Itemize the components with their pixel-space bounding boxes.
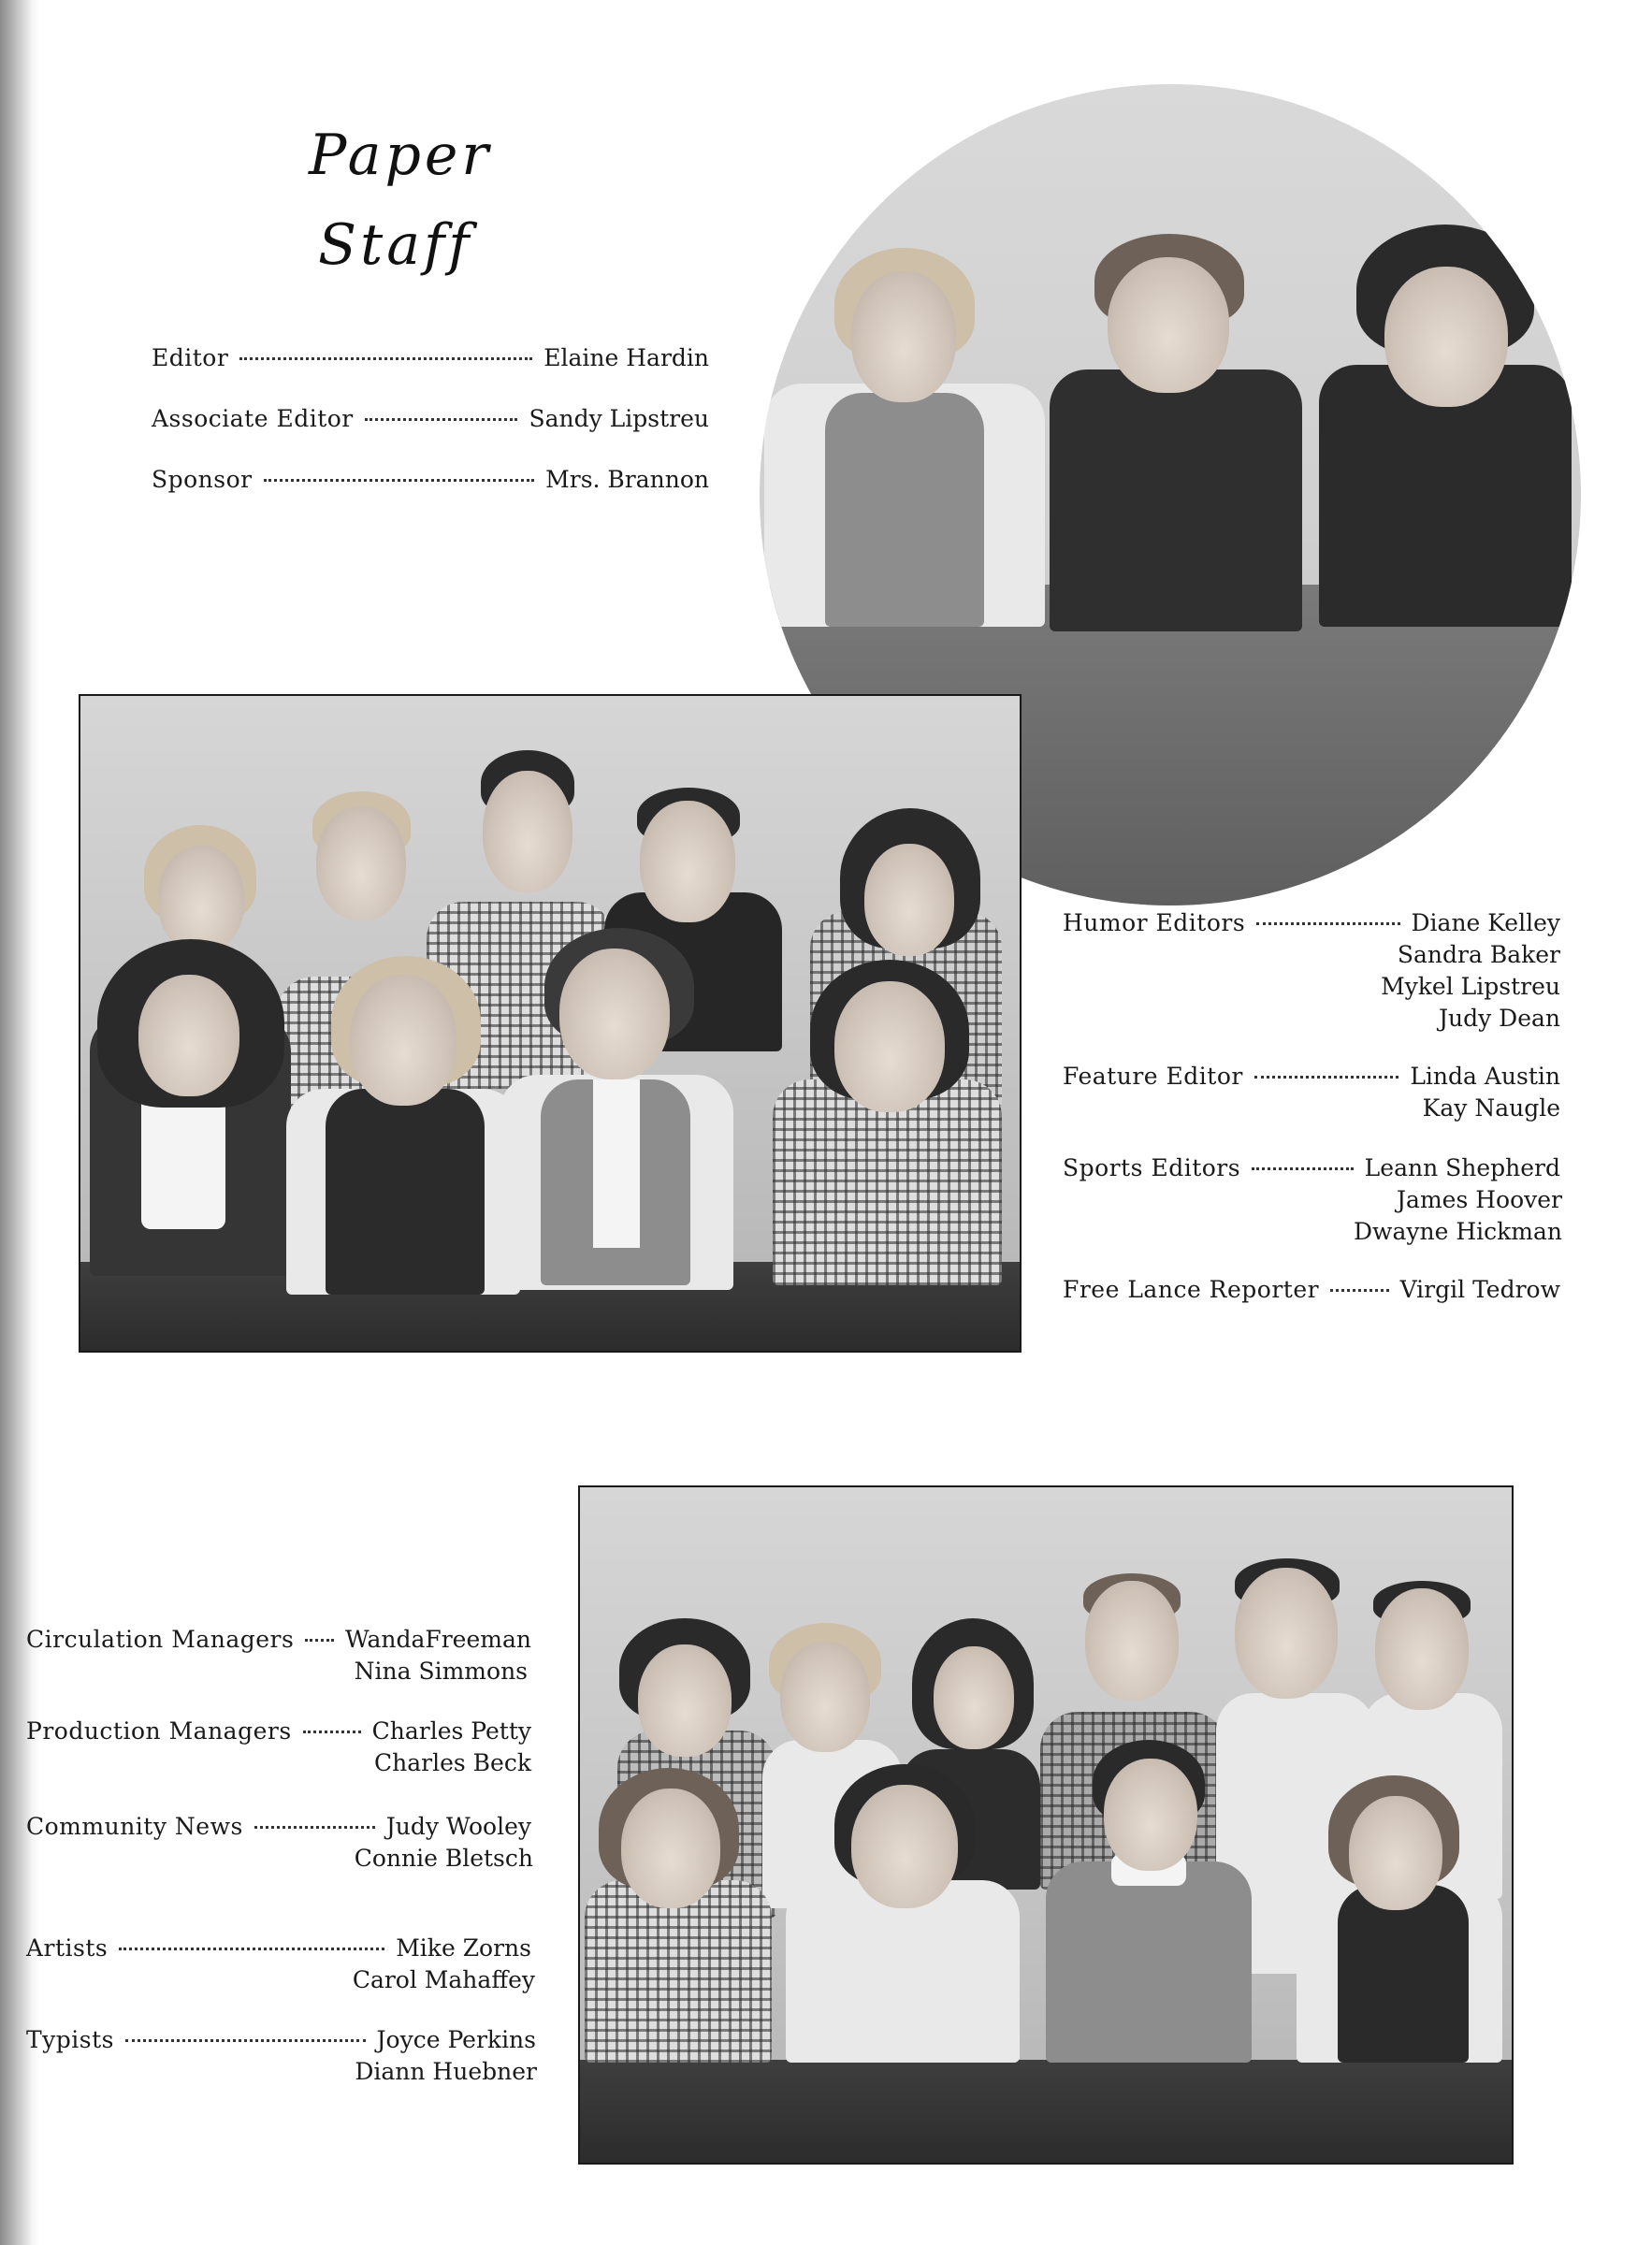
staff-role: Sports Editors xyxy=(1063,1154,1241,1181)
staff-entry-sports-editors xyxy=(1063,1154,1560,1181)
staff-entry-free-lance-reporter xyxy=(1063,1276,1560,1303)
staff-name: WandaFreeman xyxy=(344,1626,531,1653)
staff-additional-names xyxy=(355,1843,533,1875)
staff-role: Production Managers xyxy=(26,1717,292,1745)
staff-entry-production-managers xyxy=(26,1717,531,1745)
staff-name: Elaine Hardin xyxy=(543,344,709,371)
staff-additional-names xyxy=(353,1964,535,1996)
staff-entry-typists xyxy=(26,2026,536,2053)
staff-name: Charles Beck xyxy=(374,1749,531,1776)
staff-entry-editor xyxy=(152,344,709,371)
dot-leader xyxy=(119,1948,384,1950)
staff-role: Associate Editor xyxy=(152,405,354,432)
page-title xyxy=(309,110,552,290)
staff-name: Charles Petty xyxy=(371,1717,531,1745)
staff-role: Circulation Managers xyxy=(26,1626,295,1653)
staff-role: Free Lance Reporter xyxy=(1063,1276,1320,1303)
staff-name: Nina Simmons xyxy=(354,1658,528,1685)
staff-entry-circulation-managers xyxy=(26,1626,531,1653)
dot-leader xyxy=(239,357,532,360)
dot-leader xyxy=(1256,922,1399,925)
staff-name: Joyce Perkins xyxy=(376,2026,536,2053)
staff-additional-names xyxy=(355,1656,528,1687)
staff-name: Diann Huebner xyxy=(355,2058,537,2085)
staff-entry-associate-editor xyxy=(152,405,709,432)
staff-additional-names xyxy=(1423,1093,1560,1124)
staff-entry-humor-editors xyxy=(1063,909,1560,936)
staff-role: Editor xyxy=(152,344,229,371)
staff-role: Feature Editor xyxy=(1063,1063,1243,1090)
staff-additional-names xyxy=(1381,939,1560,1035)
staff-role: Humor Editors xyxy=(1063,909,1246,936)
staff-name: Mykel Lipstreu xyxy=(1381,973,1560,1000)
staff-name: Mike Zorns xyxy=(396,1934,531,1962)
circulation-production-photo xyxy=(578,1485,1514,2165)
staff-name: Linda Austin xyxy=(1410,1063,1560,1090)
staff-name: Diane Kelley xyxy=(1411,909,1560,936)
staff-name: Judy Wooley xyxy=(385,1813,531,1840)
staff-role: Artists xyxy=(26,1934,109,1962)
staff-name: Judy Dean xyxy=(1438,1005,1560,1032)
staff-entry-artists xyxy=(26,1934,531,1962)
staff-name: Connie Bletsch xyxy=(354,1845,533,1872)
staff-role: Sponsor xyxy=(152,466,253,493)
page-title-line-1: Paper xyxy=(309,123,493,188)
page-binding-shadow xyxy=(0,0,39,2245)
staff-role: Typists xyxy=(26,2026,115,2053)
dot-leader xyxy=(365,418,518,421)
staff-name: Kay Naugle xyxy=(1422,1094,1560,1122)
photo-table xyxy=(580,2060,1512,2163)
staff-additional-names xyxy=(1354,1184,1562,1248)
staff-name: Carol Mahaffey xyxy=(352,1966,535,1993)
staff-name: Mrs. Brannon xyxy=(545,466,709,493)
staff-role: Community News xyxy=(26,1813,243,1840)
staff-entry-community-news xyxy=(26,1813,531,1840)
staff-entry-feature-editor xyxy=(1063,1063,1560,1090)
dot-leader xyxy=(303,1731,361,1733)
dot-leader xyxy=(254,1826,375,1829)
staff-name: Virgil Tedrow xyxy=(1399,1276,1560,1303)
staff-name: James Hoover xyxy=(1397,1186,1562,1213)
staff-name: Sandra Baker xyxy=(1397,941,1560,968)
dot-leader xyxy=(1252,1167,1354,1170)
staff-additional-names xyxy=(355,2056,537,2088)
staff-entry-sponsor xyxy=(152,466,709,493)
dot-leader xyxy=(1330,1289,1388,1292)
humor-feature-sports-photo xyxy=(79,694,1022,1353)
dot-leader xyxy=(305,1639,334,1642)
page-title-line-2: Staff xyxy=(318,212,473,278)
staff-name: Sandy Lipstreu xyxy=(529,405,709,432)
dot-leader xyxy=(264,479,535,482)
staff-additional-names xyxy=(374,1747,531,1779)
staff-name: Dwayne Hickman xyxy=(1354,1218,1562,1245)
dot-leader xyxy=(1254,1076,1398,1079)
staff-name: Leann Shepherd xyxy=(1364,1154,1560,1181)
dot-leader xyxy=(125,2039,366,2042)
